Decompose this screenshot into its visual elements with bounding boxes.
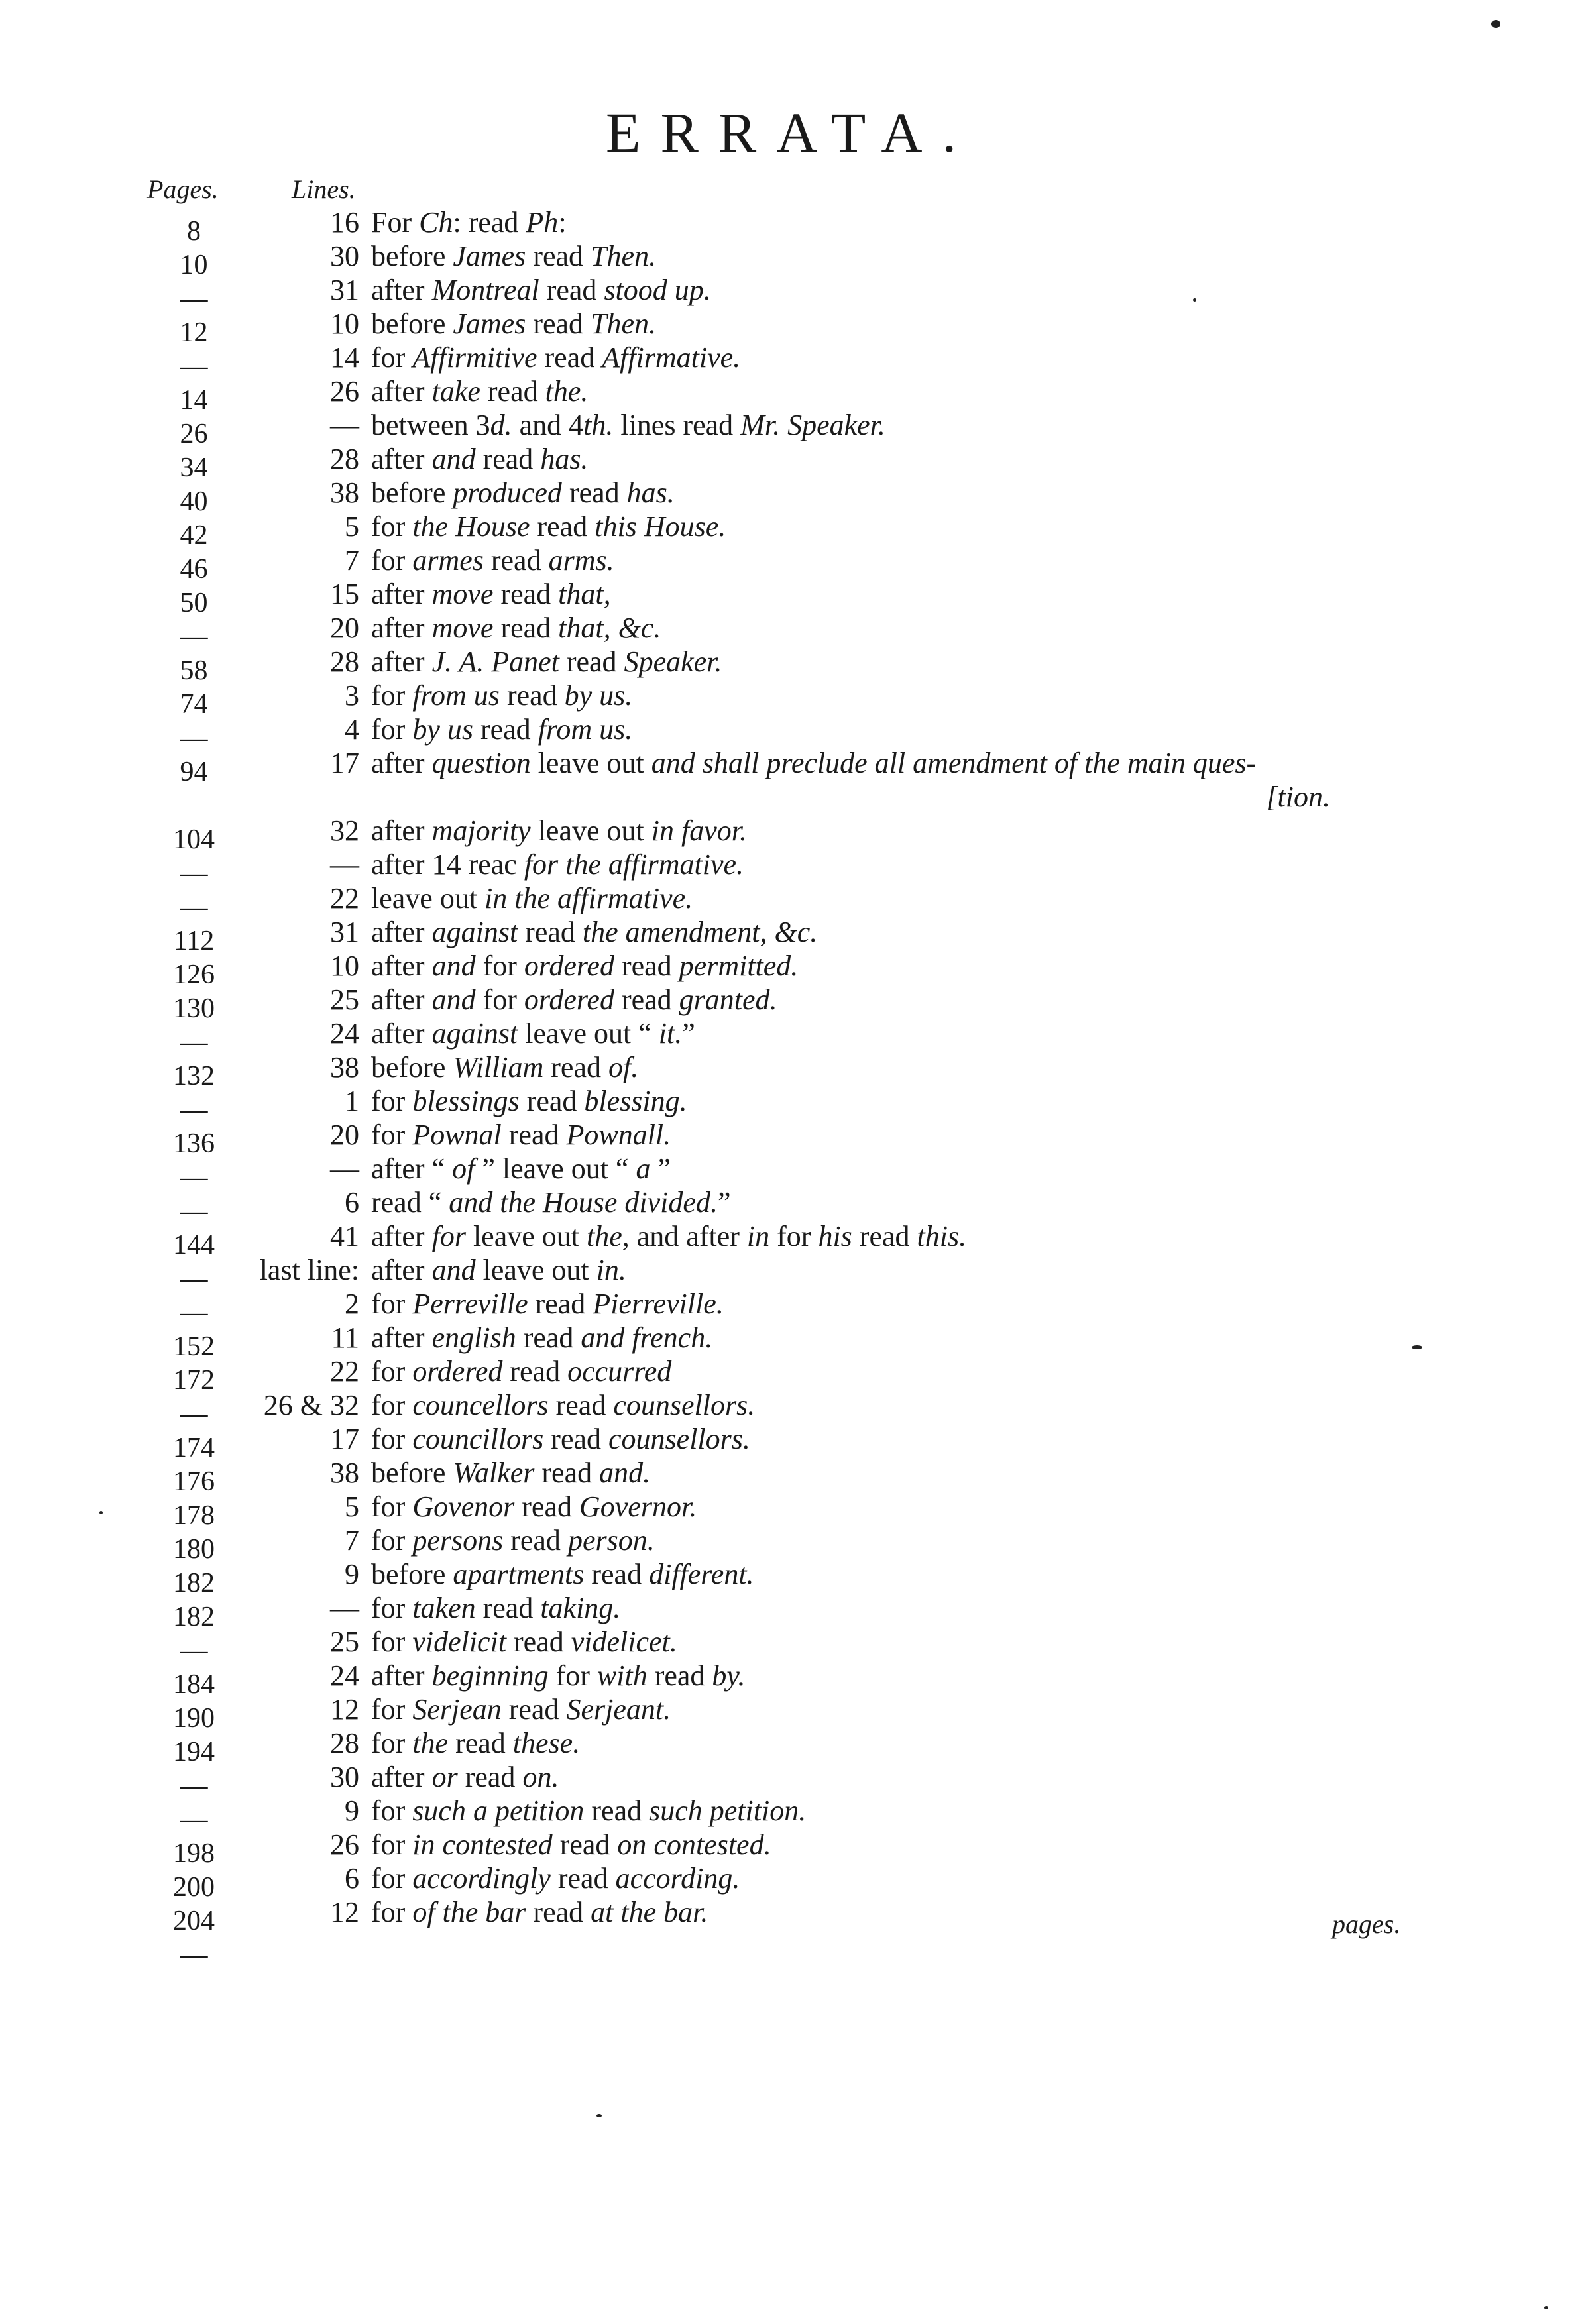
correction-text: before James read Then. (371, 307, 657, 340)
errata-entry (0, 307, 1582, 348)
correction-text: before William read of. (371, 1051, 639, 1083)
errata-entry (0, 476, 1582, 517)
line-number: 10 (330, 307, 359, 340)
correction-text: for Pownal read Pownall. (371, 1119, 671, 1151)
correction-text: for Affirmitive read Affirmative. (371, 341, 741, 374)
page-number: — (180, 622, 208, 652)
errata-entry (0, 645, 1582, 686)
lines-header: Lines. (292, 174, 356, 204)
page-number: 12 (180, 317, 208, 348)
correction-text: after question leave out and shall preclude all amendment of the main ques- (371, 747, 1257, 779)
page-number: 10 (180, 250, 208, 280)
page-number: 104 (173, 824, 215, 855)
correction-text: For Ch: read Ph: (371, 206, 567, 239)
page-number: 180 (173, 1534, 215, 1565)
page-number: 126 (173, 960, 215, 990)
correction-text: for such a petition read such petition. (371, 1795, 807, 1827)
errata-entry (0, 611, 1582, 652)
correction-text: after and for ordered read granted. (371, 983, 777, 1016)
correction-text: before apartments read different. (371, 1558, 754, 1590)
correction-text: after against read the amendment, &c. (371, 916, 818, 948)
line-number: — (330, 848, 359, 881)
errata-entry (0, 1523, 1582, 1565)
line-number: 2 (345, 1288, 359, 1320)
page-number: 144 (173, 1230, 215, 1260)
page-number: — (180, 351, 208, 382)
catchword: pages. (1332, 1909, 1401, 1939)
correction-text: for in contested read on contested. (371, 1828, 771, 1861)
line-number: 16 (330, 206, 359, 239)
line-number: 24 (330, 1017, 359, 1050)
errata-entry (0, 1692, 1582, 1734)
errata-entry (0, 1861, 1582, 1903)
errata-entry (0, 543, 1582, 584)
correction-text: for of the bar read at the bar. (371, 1896, 708, 1928)
errata-entry (0, 1152, 1582, 1193)
page-number: 34 (180, 453, 208, 483)
line-number: 28 (330, 1727, 359, 1759)
line-number: 12 (330, 1896, 359, 1928)
line-number: 25 (330, 1626, 359, 1658)
line-number: 24 (330, 1659, 359, 1692)
errata-entry (0, 1456, 1582, 1497)
correction-text: for accordingly read according. (371, 1862, 740, 1895)
page-number: — (180, 1196, 208, 1227)
line-number: 31 (330, 274, 359, 306)
line-number: 41 (330, 1220, 359, 1252)
errata-entry (0, 1625, 1582, 1666)
correction-text: for taken read taking. (371, 1592, 621, 1624)
page-number: 204 (173, 1906, 215, 1936)
errata-entry (0, 949, 1582, 990)
page-number: — (180, 1264, 208, 1294)
correction-text: for councillors read counsellors. (371, 1423, 750, 1455)
page-number: 42 (180, 520, 208, 551)
errata-entry (0, 1084, 1582, 1125)
line-number: 12 (330, 1693, 359, 1726)
line-number: 10 (330, 950, 359, 982)
errata-entry (0, 1659, 1582, 1700)
line-number: 7 (345, 1524, 359, 1557)
errata-entry (0, 1287, 1582, 1328)
line-number: 22 (330, 882, 359, 914)
line-number: 3 (345, 679, 359, 712)
correction-text: for ordered read occurred (371, 1355, 672, 1388)
ink-speck (1412, 1345, 1422, 1349)
line-number: 30 (330, 240, 359, 272)
errata-entry (0, 1355, 1582, 1396)
correction-text: for blessings read blessing. (371, 1085, 687, 1117)
page-number: 74 (180, 689, 208, 720)
errata-entry (0, 746, 1582, 814)
errata-entry (0, 341, 1582, 382)
page-number: 46 (180, 554, 208, 584)
correction-text: after and for ordered read permitted. (371, 950, 799, 982)
page-number: — (180, 723, 208, 753)
correction-text: before Walker read and. (371, 1457, 651, 1489)
page-title: ERRATA. (605, 101, 977, 164)
correction-continuation: [tion. (1266, 781, 1330, 813)
line-number: 4 (345, 713, 359, 746)
correction-text: after for leave out the, and after in for his read this. (371, 1220, 967, 1252)
errata-entry (0, 1388, 1582, 1429)
errata-entry (0, 408, 1582, 449)
correction-text: after 14 reac for the affirmative. (371, 848, 744, 881)
correction-text: for the read these. (371, 1727, 581, 1759)
ink-speck (99, 1511, 103, 1514)
errata-entry (0, 814, 1582, 855)
correction-text: for Perreville read Pierreville. (371, 1288, 724, 1320)
errata-entry (0, 510, 1582, 551)
correction-text: after Montreal read stood up. (371, 274, 711, 306)
page-number: — (180, 858, 208, 889)
errata-entry (0, 1828, 1582, 1869)
page-number: — (180, 1298, 208, 1328)
line-number: 38 (330, 476, 359, 509)
line-number: 26 (330, 1828, 359, 1861)
errata-entry (0, 1422, 1582, 1463)
errata-entry (0, 273, 1582, 314)
correction-text: after english read and french. (371, 1321, 713, 1354)
page-number: — (180, 1771, 208, 1801)
page-number: 58 (180, 655, 208, 686)
ink-speck (1193, 298, 1196, 302)
correction-text: for Serjean read Serjeant. (371, 1693, 671, 1726)
page-number: — (180, 1162, 208, 1193)
page-number: 182 (173, 1568, 215, 1598)
page-number: 176 (173, 1466, 215, 1497)
errata-entry (0, 1760, 1582, 1801)
errata-entry (0, 712, 1582, 753)
line-number: last line: (259, 1254, 359, 1286)
errata-entry (0, 1186, 1582, 1227)
page-number: — (180, 1940, 208, 1970)
correction-text: for councellors read counsellors. (371, 1389, 756, 1421)
errata-entry (0, 1726, 1582, 1767)
errata-entry (0, 239, 1582, 280)
correction-text: for videlicit read videlicet. (371, 1626, 677, 1658)
correction-text: before produced read has. (371, 476, 675, 509)
page-number: 50 (180, 588, 208, 618)
line-number: 31 (330, 916, 359, 948)
page-number: 152 (173, 1331, 215, 1362)
line-number: 28 (330, 443, 359, 475)
correction-text: for armes read arms. (371, 544, 614, 577)
errata-list (0, 205, 1582, 1970)
line-number: 9 (345, 1795, 359, 1827)
line-number: 5 (345, 1490, 359, 1523)
ink-speck (1544, 2306, 1548, 2309)
line-number: 5 (345, 510, 359, 543)
line-number: 28 (330, 645, 359, 678)
errata-entry (0, 577, 1582, 618)
page-number: 40 (180, 486, 208, 517)
correction-text: for the House read this House. (371, 510, 726, 543)
page-number: 174 (173, 1433, 215, 1463)
line-number: 6 (345, 1862, 359, 1895)
line-number: 32 (330, 814, 359, 847)
line-number: 11 (331, 1321, 359, 1354)
page-number: 94 (180, 757, 208, 787)
correction-text: leave out in the affirmative. (371, 882, 693, 914)
line-number: 6 (345, 1186, 359, 1219)
line-number: 9 (345, 1558, 359, 1590)
line-number: — (330, 1152, 359, 1185)
line-number: — (330, 1592, 359, 1624)
line-number: 17 (330, 747, 359, 779)
errata-entry (0, 881, 1582, 922)
page-number: — (180, 1804, 208, 1835)
page-number: 198 (173, 1838, 215, 1869)
page-number: — (180, 1635, 208, 1666)
correction-text: for persons read person. (371, 1524, 655, 1557)
page-number: 182 (173, 1602, 215, 1632)
line-number: 7 (345, 544, 359, 577)
line-number: 15 (330, 578, 359, 610)
line-number: 38 (330, 1457, 359, 1489)
page-number: — (180, 284, 208, 314)
page-number: — (180, 1027, 208, 1058)
page-number: 200 (173, 1872, 215, 1903)
correction-text: after or read on. (371, 1761, 559, 1793)
correction-text: for Govenor read Governor. (371, 1490, 697, 1523)
errata-entry (0, 1017, 1582, 1058)
errata-entry (0, 374, 1582, 415)
correction-text: after beginning for with read by. (371, 1659, 746, 1692)
correction-text: after “ of ” leave out “ a ” (371, 1152, 671, 1185)
page-number: — (180, 892, 208, 922)
errata-entry (0, 1557, 1582, 1598)
page-number: 136 (173, 1129, 215, 1159)
errata-entry (0, 1794, 1582, 1835)
page-number: 194 (173, 1737, 215, 1767)
column-headers (0, 174, 1582, 207)
page-number: — (180, 1095, 208, 1125)
errata-entry (0, 1219, 1582, 1260)
page-number: 14 (180, 385, 208, 415)
correction-text: after move read that, (371, 578, 611, 610)
errata-entry (0, 1050, 1582, 1091)
errata-entry (0, 1118, 1582, 1159)
correction-text: after J. A. Panet read Speaker. (371, 645, 722, 678)
errata-entry (0, 983, 1582, 1024)
line-number: 25 (330, 983, 359, 1016)
page-number: — (180, 1399, 208, 1429)
errata-entry (0, 848, 1582, 889)
correction-text: after majority leave out in favor. (371, 814, 747, 847)
errata-entry (0, 442, 1582, 483)
line-number: — (330, 409, 359, 441)
line-number: 30 (330, 1761, 359, 1793)
line-number: 1 (345, 1085, 359, 1117)
page-number: 190 (173, 1703, 215, 1734)
line-number: 20 (330, 1119, 359, 1151)
correction-text: for by us read from us. (371, 713, 633, 746)
correction-text: after and leave out in. (371, 1254, 626, 1286)
correction-text: for from us read by us. (371, 679, 633, 712)
line-number: 20 (330, 612, 359, 644)
correction-text: between 3d. and 4th. lines read Mr. Speaker. (371, 409, 885, 441)
line-number: 38 (330, 1051, 359, 1083)
errata-entry (0, 679, 1582, 720)
line-number: 26 (330, 375, 359, 408)
errata-entry (0, 1591, 1582, 1632)
pages-header: Pages. (147, 174, 219, 204)
correction-text: after and read has. (371, 443, 589, 475)
correction-text: after move read that, &c. (371, 612, 661, 644)
errata-entry (0, 205, 1582, 247)
errata-entry (0, 1490, 1582, 1531)
page-number: 132 (173, 1061, 215, 1091)
ink-speck (1491, 20, 1500, 28)
correction-text: read “ and the House divided.” (371, 1186, 731, 1219)
correction-text: after take read the. (371, 375, 589, 408)
page-number: 178 (173, 1500, 215, 1531)
errata-entry (0, 1321, 1582, 1362)
line-number: 14 (330, 341, 359, 374)
page-number: 130 (173, 993, 215, 1024)
line-number: 26 & 32 (263, 1389, 359, 1421)
ink-speck (596, 2114, 602, 2117)
errata-entry (0, 1253, 1582, 1294)
correction-text: before James read Then. (371, 240, 657, 272)
line-number: 17 (330, 1423, 359, 1455)
page-number: 26 (180, 419, 208, 449)
page-number: 112 (173, 926, 215, 956)
errata-entry (0, 915, 1582, 956)
page-number: 172 (173, 1365, 215, 1396)
page-number: 8 (187, 216, 201, 247)
correction-text: after against leave out “ it.” (371, 1017, 695, 1050)
page-number: 184 (173, 1669, 215, 1700)
line-number: 22 (330, 1355, 359, 1388)
